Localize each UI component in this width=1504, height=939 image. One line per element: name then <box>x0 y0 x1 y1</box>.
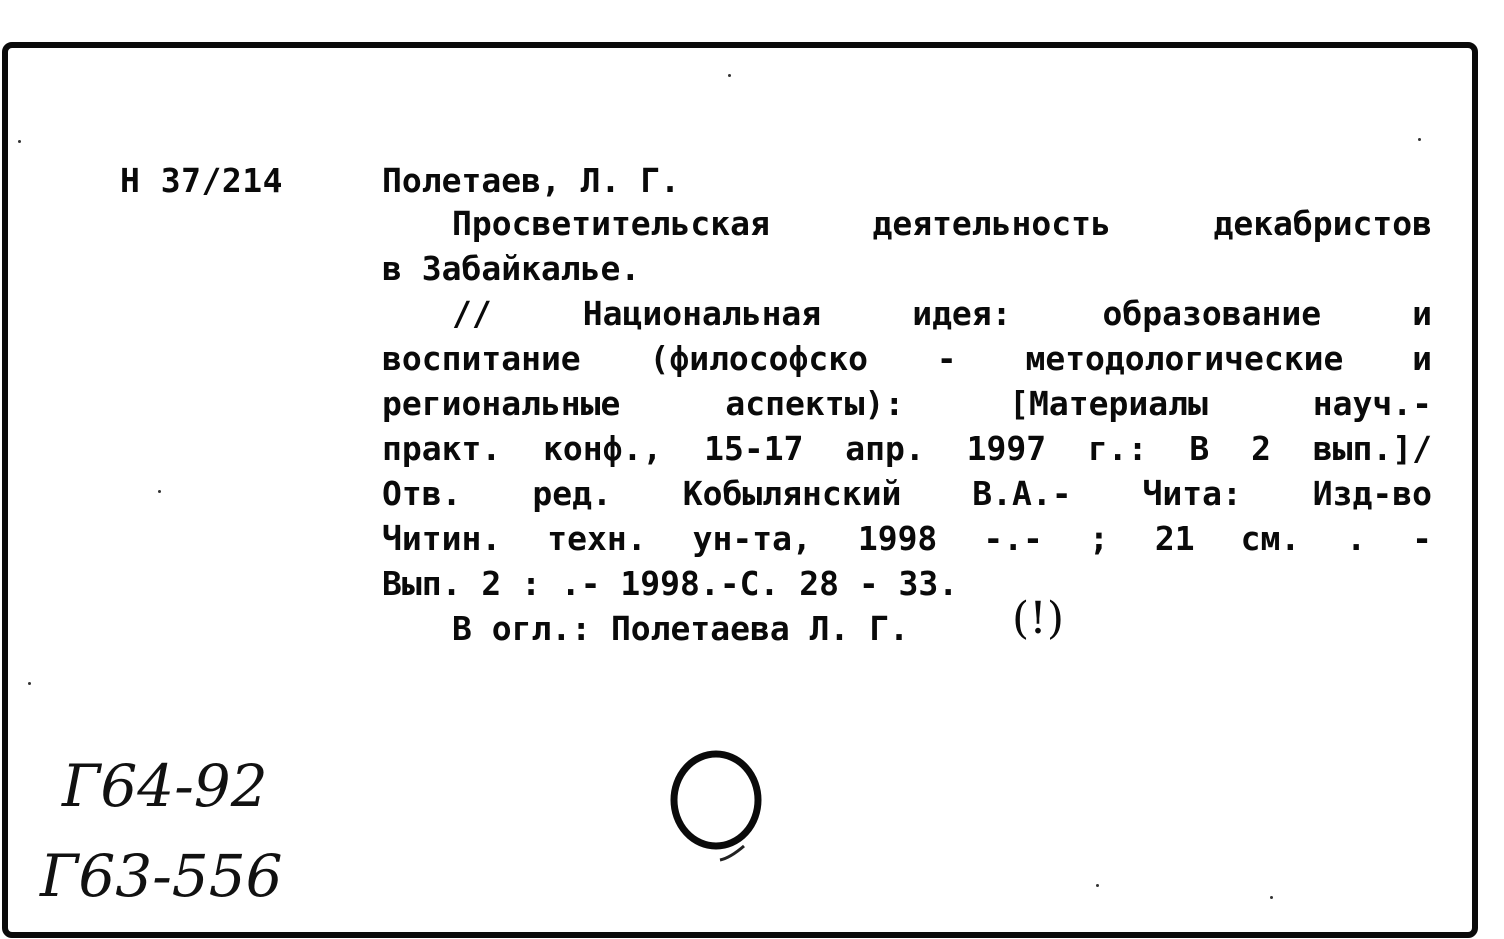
speck <box>28 682 31 685</box>
source-line-4: практ. конф., 15-17 апр. 1997 г.: В 2 вып.]/ <box>382 429 1432 468</box>
call-number: Н 37/214 <box>120 161 283 200</box>
author-name: Полетаев, Л. Г. <box>382 161 681 200</box>
source-line-6: Читин. техн. ун-та, 1998 -.- ; 21 см. . - <box>382 519 1432 558</box>
speck <box>1096 884 1099 887</box>
source-line-3: региональные аспекты): [Материалы науч.- <box>382 384 1432 423</box>
speck <box>1418 138 1421 141</box>
speck <box>728 74 731 77</box>
speck <box>18 140 21 143</box>
note-line: В огл.: Полетаева Л. Г. <box>452 609 909 648</box>
source-line-2: воспитание (философско - методологические и <box>382 339 1432 378</box>
circle-stamp <box>664 748 774 878</box>
source-line-7: Вып. 2 : .- 1998.-С. 28 - 33. <box>382 564 959 603</box>
source-line-1: // Национальная идея: образование и <box>452 294 1432 333</box>
speck <box>1270 896 1273 899</box>
title-line-2: в Забайкалье. <box>382 249 641 288</box>
handwritten-code-2: Г63-556 <box>40 842 283 910</box>
handwritten-code-1: Г64-92 <box>62 752 268 820</box>
annotation-mark: (!) <box>1012 593 1065 644</box>
title-line-1: Просветительская деятельность декабристов <box>452 204 1432 243</box>
source-line-5: Отв. ред. Кобылянский В.А.- Чита: Изд-во <box>382 474 1432 513</box>
speck <box>158 490 161 493</box>
